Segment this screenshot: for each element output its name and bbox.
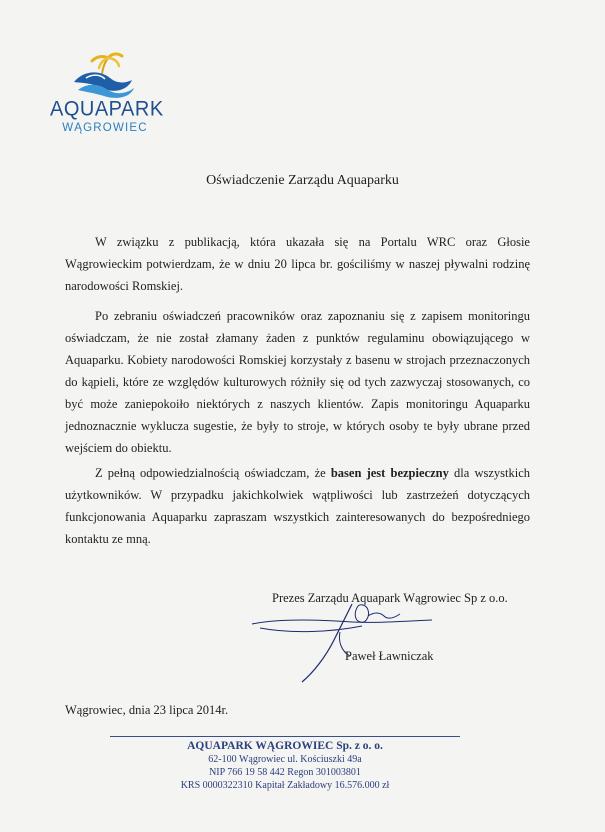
- paragraph-3-emphasis: basen jest bezpieczny: [330, 466, 449, 480]
- paragraph-3-end: dla wszystkich użytkowników. W przypadku jakichkolwiek wątpliwości lub zastrzeżeń dotyczących funkcjonowania Aquaparku zapraszam wszystkich zainteresowanych do bezpośredniego kontaktu ze mną.: [65, 466, 531, 546]
- letterhead-footer: [110, 739, 460, 792]
- paragraph-1: [65, 231, 530, 297]
- handwritten-signature: [242, 582, 442, 692]
- aquapark-logo: [50, 52, 164, 142]
- paragraph-2-text: Po zebraniu oświadczeń pracowników oraz zapoznaniu się z zapisem monitoringu oświadczam, że nie został złamany żaden z punktów regulaminu obowiązującego w Aquaparku. Kobiety narodowości Romskiej korzystały z basenu w strojach przeznaczonych do kąpieli, które ze względów kulturowych różniły się od tych zazwyczaj stosowanych, co być może zaniepokoiło niektórych z naszych klientów. Zapis monitoringu Aquaparku jednoznacznie wyklucza sugestie, że były to stroje, w których osoby te były ubrane przed wejściem do obiektu.: [65, 309, 530, 455]
- signatory-title: Prezes Zarządu Aquapark Wągrowiec Sp z o.o.: [272, 591, 508, 605]
- paragraph-3-text: [65, 462, 530, 550]
- document-title: Oświadczenie Zarządu Aquaparku: [206, 173, 399, 188]
- footer-address: 62-100 Wągrowiec ul. Kościuszki 49a: [208, 754, 362, 765]
- place-and-date: Wągrowiec, dnia 23 lipca 2014r.: [65, 703, 229, 717]
- wave-palm-logo-icon: [72, 52, 136, 100]
- paragraph-2: [65, 305, 530, 459]
- paragraph-3: [65, 462, 530, 550]
- footer-divider: [110, 736, 460, 737]
- paragraph-1-text: W związku z publikacją, która ukazała się na Portalu WRC oraz Głosie Wągrowieckim potwierdzam, że w dniu 20 lipca br. gościliśmy w naszej pływalni rodzinę narodowości Romskiej.: [65, 235, 530, 293]
- logo-name: AQUAPARK: [50, 97, 164, 121]
- signatory-name: Paweł Ławniczak: [345, 649, 434, 663]
- paragraph-3-start: Z pełną odpowiedzialnością oświadczam, że: [95, 466, 331, 480]
- footer-krs: KRS 0000322310 Kapitał Zakładowy 16.576.000 zł: [180, 780, 390, 791]
- footer-company: AQUAPARK WĄGROWIEC Sp. z o. o.: [187, 740, 383, 752]
- footer-nip-regon: NIP 766 19 58 442 Regon 301003801: [209, 767, 361, 778]
- logo-city: WĄGROWIEC: [62, 122, 148, 134]
